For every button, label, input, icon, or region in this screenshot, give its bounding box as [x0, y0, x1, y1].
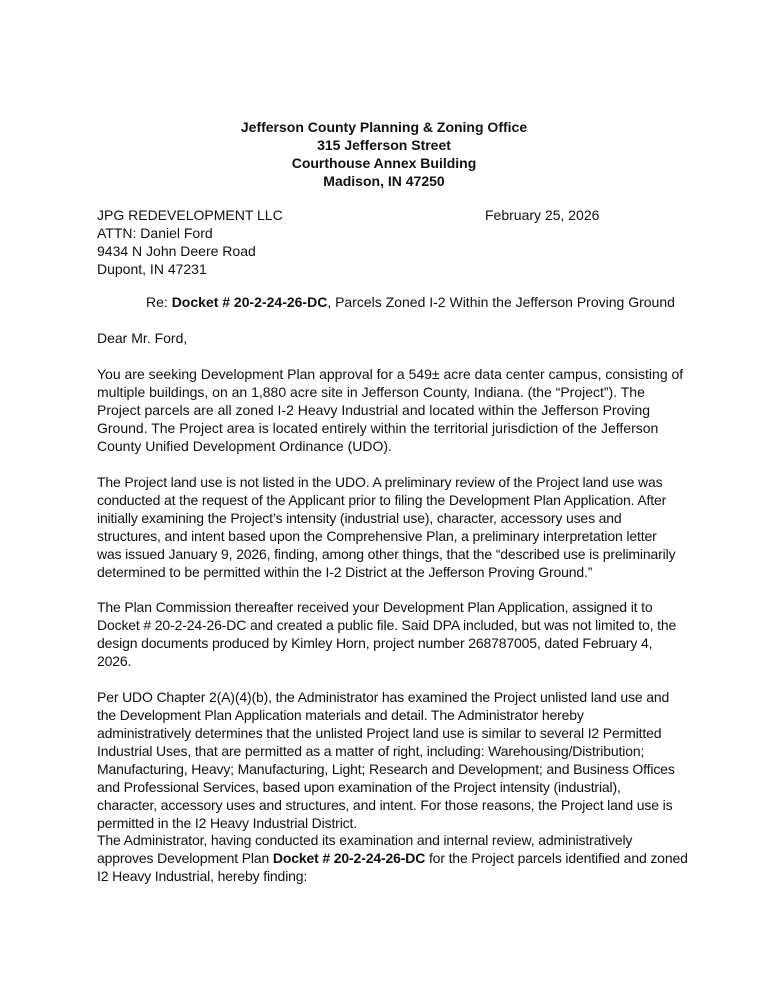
paragraph-line: was issued January 9, 2026, finding, among other things, that the “described use is preliminarily: [97, 546, 676, 562]
approval-docket: Docket # 20-2-24-26-DC: [272, 850, 426, 866]
office-street: 315 Jefferson Street: [317, 137, 451, 153]
paragraph-land-use-review: [97, 473, 697, 581]
paragraph-line: Manufacturing, Heavy; Manufacturing, Light; Research and Development; and Business Offices: [97, 761, 675, 777]
re-prefix: Re:: [146, 294, 172, 310]
paragraph-line: conducted at the request of the Applicant prior to filing the Development Plan Application. After: [97, 492, 667, 508]
paragraph-line: [97, 849, 697, 867]
office-building: Courthouse Annex Building: [291, 155, 477, 171]
paragraph-line: I2 Heavy Industrial, hereby finding:: [97, 868, 308, 884]
paragraph-line: design documents produced by Kimley Horn, project number 268787005, dated February 4,: [97, 635, 653, 651]
paragraph-line: character, accessory uses and structures, and intent. For those reasons, the Project land use is: [97, 797, 673, 813]
paragraph-line: determined to be permitted within the I-2 District at the Jefferson Proving Ground.”: [97, 564, 593, 580]
recipient-address: [97, 206, 283, 278]
paragraph-line: The Administrator, having conducted its examination and internal review, administratively: [97, 832, 633, 848]
letterhead: [0, 118, 768, 190]
re-line: [146, 293, 675, 311]
approval-suffix: for the Project parcels identified and zoned: [425, 850, 688, 866]
office-city: Madison, IN 47250: [323, 173, 445, 189]
office-name: Jefferson County Planning & Zoning Office: [240, 119, 528, 135]
paragraph-line: the Development Plan Application materials and detail. The Administrator hereby: [97, 707, 584, 723]
paragraph-line: and Professional Services, based upon examination of the Project intensity (industrial),: [97, 779, 621, 795]
paragraph-line: The Project land use is not listed in the UDO. A preliminary review of the Project land use was: [97, 474, 663, 490]
recipient-street: 9434 N John Deere Road: [97, 243, 256, 259]
paragraph-application-receipt: [97, 598, 697, 670]
recipient-city: Dupont, IN 47231: [97, 261, 207, 277]
paragraph-line: structures, and intent based upon the Comprehensive Plan, a preliminary interpretation letter: [97, 528, 657, 544]
approval-prefix: approves Development Plan: [97, 850, 273, 866]
paragraph-line: The Plan Commission thereafter received your Development Plan Application, assigned it to: [97, 599, 653, 615]
paragraph-line: Docket # 20-2-24-26-DC and created a public file. Said DPA included, but was not limited to, the: [97, 617, 677, 633]
re-docket: Docket # 20-2-24-26-DC: [171, 294, 328, 310]
paragraph-administrator-determination: [97, 688, 697, 832]
paragraph-line: You are seeking Development Plan approval for a 549± acre data center campus, consisting of: [97, 366, 684, 382]
paragraph-line: Industrial Uses, that are permitted as a matter of right, including: Warehousing/Distribution;: [97, 743, 645, 759]
paragraph-line: Project parcels are all zoned I-2 Heavy Industrial and located within the Jefferson Proving: [97, 402, 651, 418]
salutation: Dear Mr. Ford,: [97, 330, 188, 346]
letter-date: February 25, 2026: [485, 207, 600, 223]
recipient-company: JPG REDEVELOPMENT LLC: [97, 207, 283, 223]
paragraph-project-description: [97, 365, 697, 455]
paragraph-line: Ground. The Project area is located entirely within the territorial jurisdiction of the Jefferson: [97, 420, 659, 436]
paragraph-line: Per UDO Chapter 2(A)(4)(b), the Administrator has examined the Project unlisted land use and: [97, 689, 670, 705]
paragraph-line: permitted in the I2 Heavy Industrial District.: [97, 815, 357, 831]
paragraph-line: 2026.: [97, 653, 132, 669]
paragraph-approval: [97, 831, 697, 885]
paragraph-line: County Unified Development Ordinance (UDO).: [97, 438, 392, 454]
paragraph-line: multiple buildings, on an 1,880 acre site in Jefferson County, Indiana. (the “Project”). The: [97, 384, 645, 400]
paragraph-line: initially examining the Project’s intensity (industrial use), character, accessory uses and: [97, 510, 622, 526]
re-subject: , Parcels Zoned I-2 Within the Jefferson Proving Ground: [327, 294, 675, 310]
recipient-attn: ATTN: Daniel Ford: [97, 225, 213, 241]
paragraph-line: administratively determines that the unlisted Project land use is similar to several I2 Permitted: [97, 725, 662, 741]
